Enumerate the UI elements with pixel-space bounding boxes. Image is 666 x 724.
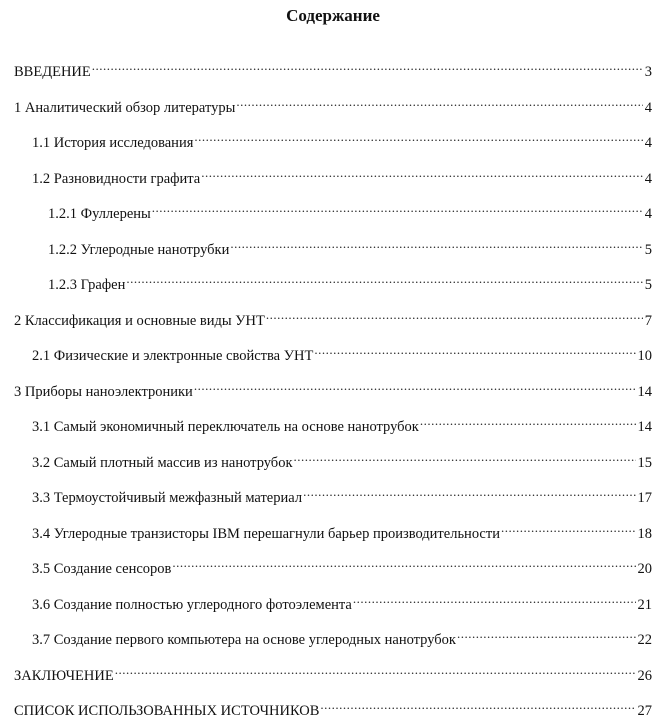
toc-entry-label: 3.3 Термоустойчивый межфазный материал (32, 490, 303, 506)
toc-entry-label: ВВЕДЕНИЕ (14, 64, 91, 80)
toc-entry-label: 1.2 Разновидности графита (32, 170, 201, 187)
toc-page-number: 5 (644, 241, 652, 258)
toc-entry-label: 3 Приборы наноэлектроники (14, 383, 193, 400)
toc-entry[interactable] (14, 695, 652, 719)
toc-page-number: 4 (644, 99, 652, 116)
toc-page-number: 5 (644, 277, 652, 293)
toc-entry[interactable] (14, 56, 652, 80)
toc-entry[interactable] (32, 553, 652, 577)
toc-dot-leader (115, 660, 636, 680)
toc-page-number: 4 (644, 170, 652, 187)
toc-entry[interactable] (32, 447, 652, 471)
toc-page-number: 4 (644, 206, 652, 222)
toc-entry-label: 3.7 Создание первого компьютера на основе углеродных нанотрубок (32, 632, 456, 648)
toc-entry-label: 1 Аналитический обзор литературы (14, 99, 236, 116)
toc-entry[interactable] (32, 482, 652, 506)
toc-entry[interactable] (32, 411, 652, 435)
toc-dot-leader (293, 447, 635, 467)
toc-page-number: 22 (637, 632, 652, 648)
toc-entry[interactable] (14, 92, 652, 116)
toc-dot-leader (201, 163, 643, 183)
toc-page-number: 3 (644, 64, 652, 80)
toc-entry[interactable] (32, 340, 652, 364)
toc-dot-leader (303, 482, 635, 502)
toc-dot-leader (266, 305, 643, 325)
toc-entry-label: 2.1 Физические и электронные свойства УНТ (32, 348, 314, 364)
toc-page-number: 27 (637, 703, 652, 719)
toc-entry-label: СПИСОК ИСПОЛЬЗОВАННЫХ ИСТОЧНИКОВ (14, 703, 320, 719)
toc-entry-label: 3.5 Создание сенсоров (32, 561, 172, 577)
toc-dot-leader (126, 269, 642, 289)
toc-dot-leader (314, 340, 635, 360)
page-title: Содержание (286, 6, 380, 25)
toc-page-number: 21 (637, 596, 652, 613)
toc-entry[interactable] (48, 198, 652, 222)
toc-page-number: 18 (637, 525, 652, 542)
toc-dot-leader (92, 56, 643, 76)
toc-page-number: 20 (637, 561, 652, 577)
toc-entry-label: 3.6 Создание полностью углеродного фотоэлемента (32, 596, 352, 613)
toc-dot-leader (172, 553, 635, 573)
toc-page-number: 10 (637, 348, 652, 364)
toc-dot-leader (152, 198, 643, 218)
toc-entry[interactable] (14, 376, 652, 400)
toc-dot-leader (353, 589, 636, 609)
toc-page-number: 26 (637, 667, 652, 684)
toc-entry[interactable] (32, 518, 652, 542)
toc-page-number: 14 (637, 419, 652, 435)
toc-dot-leader (236, 92, 642, 112)
toc-entry[interactable] (32, 589, 652, 613)
toc-dot-leader (194, 127, 642, 147)
toc-dot-leader (457, 624, 636, 644)
toc-entry-label: ЗАКЛЮЧЕНИЕ (14, 667, 114, 684)
toc-entry-label: 3.2 Самый плотный массив из нанотрубок (32, 454, 293, 471)
toc-entry-label: 1.2.2 Углеродные нанотрубки (48, 241, 230, 258)
toc-entry-label: 2 Классификация и основные виды УНТ (14, 312, 265, 329)
toc-entry-label: 1.1 История исследования (32, 135, 194, 151)
toc-dot-leader (194, 376, 636, 396)
toc-entry[interactable] (48, 234, 652, 258)
toc-entry-label: 3.4 Углеродные транзисторы IBM перешагнули барьер производительности (32, 525, 500, 542)
toc-entry[interactable] (14, 660, 652, 684)
toc-page-number: 7 (644, 312, 652, 329)
toc-dot-leader (230, 234, 642, 254)
toc-entry[interactable] (32, 624, 652, 648)
toc-entry-label: 1.2.3 Графен (48, 277, 126, 293)
toc-page-number: 17 (637, 490, 652, 506)
toc-entry[interactable] (14, 305, 652, 329)
toc-page-number: 4 (644, 135, 652, 151)
toc-dot-leader (320, 695, 635, 715)
toc-dot-leader (420, 411, 636, 431)
toc-entry-label: 1.2.1 Фуллерены (48, 206, 151, 222)
toc-entry[interactable] (32, 163, 652, 187)
toc-entry[interactable] (48, 269, 652, 293)
toc-entry[interactable] (32, 127, 652, 151)
toc-page-number: 15 (637, 454, 652, 471)
toc-dot-leader (501, 518, 636, 538)
toc-entry-label: 3.1 Самый экономичный переключатель на основе нанотрубок (32, 419, 419, 435)
toc-page-number: 14 (637, 383, 652, 400)
